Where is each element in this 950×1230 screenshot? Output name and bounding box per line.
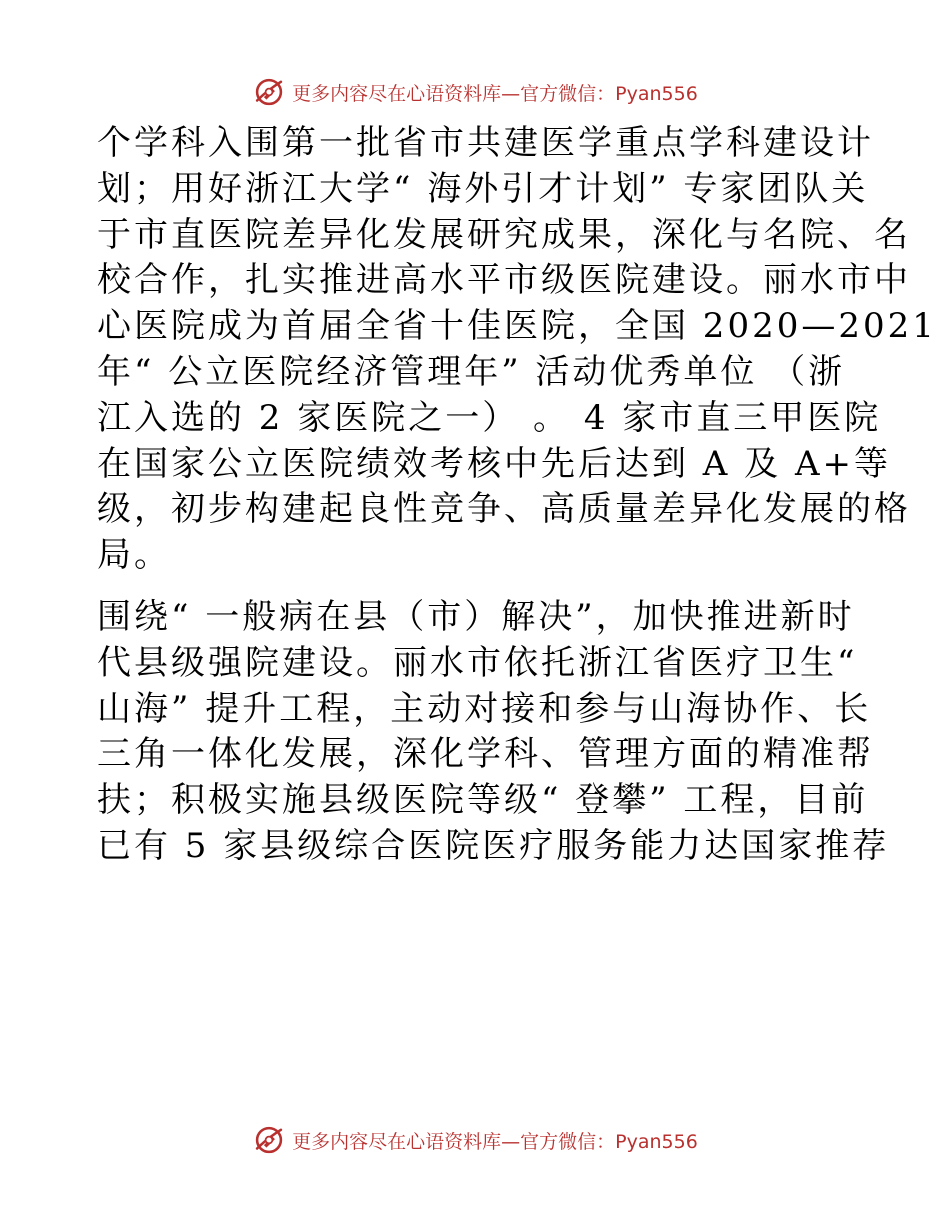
- text-line: 局。: [97, 535, 171, 576]
- text-line: 在国家公立医院绩效考核中先后达到 A 及 A+等: [97, 443, 892, 484]
- text-line: 划；用好浙江大学“ 海外引才计划” 专家团队关: [97, 168, 869, 209]
- text-line: 个学科入围第一批省市共建医学重点学科建设计: [97, 123, 874, 163]
- text-line: 三角一体化发展，深化学科、管理方面的精准帮: [97, 734, 874, 775]
- text-line: 年“ 公立医院经济管理年” 活动优秀单位 （浙: [97, 351, 846, 392]
- header-watermark-text: 更多内容尽在心语资料库—官方微信：Pyan556: [292, 82, 698, 105]
- pen-swoosh-logo-icon: [252, 1123, 286, 1157]
- footer-watermark: [0, 1120, 950, 1160]
- text-line: 江入选的 2 家医院之一） 。 4 家市直三甲医院: [97, 397, 882, 438]
- text-line: 级，初步构建起良性竞争、高质量差异化发展的格: [97, 489, 911, 530]
- paragraph-1: [97, 121, 937, 579]
- text-line: 校合作，扎实推进高水平市级医院建设。丽水市中: [97, 260, 911, 301]
- pen-swoosh-logo-icon: [252, 75, 286, 109]
- text-line: 于市直医院差异化发展研究成果，深化与名院、名: [97, 214, 911, 255]
- text-line: 山海” 提升工程，主动对接和参与山海协作、长: [97, 688, 872, 729]
- text-line: 围绕“ 一般病在县（市）解决”，加快推进新时: [97, 596, 855, 637]
- text-line: 扶；积极实施县级医院等级“ 登攀” 工程，目前: [97, 780, 869, 821]
- text-line: 已有 5 家县级综合医院医疗服务能力达国家推荐: [97, 825, 890, 866]
- text-line: 代县级强院建设。丽水市依托浙江省医疗卫生“: [97, 642, 858, 683]
- text-line: 心医院成为首届全省十佳医院，全国 2020—2021: [97, 306, 937, 347]
- header-watermark: [0, 72, 950, 112]
- paragraph-2: [97, 595, 890, 870]
- document-body: [97, 121, 937, 870]
- footer-watermark-text: 更多内容尽在心语资料库—官方微信：Pyan556: [292, 1130, 698, 1153]
